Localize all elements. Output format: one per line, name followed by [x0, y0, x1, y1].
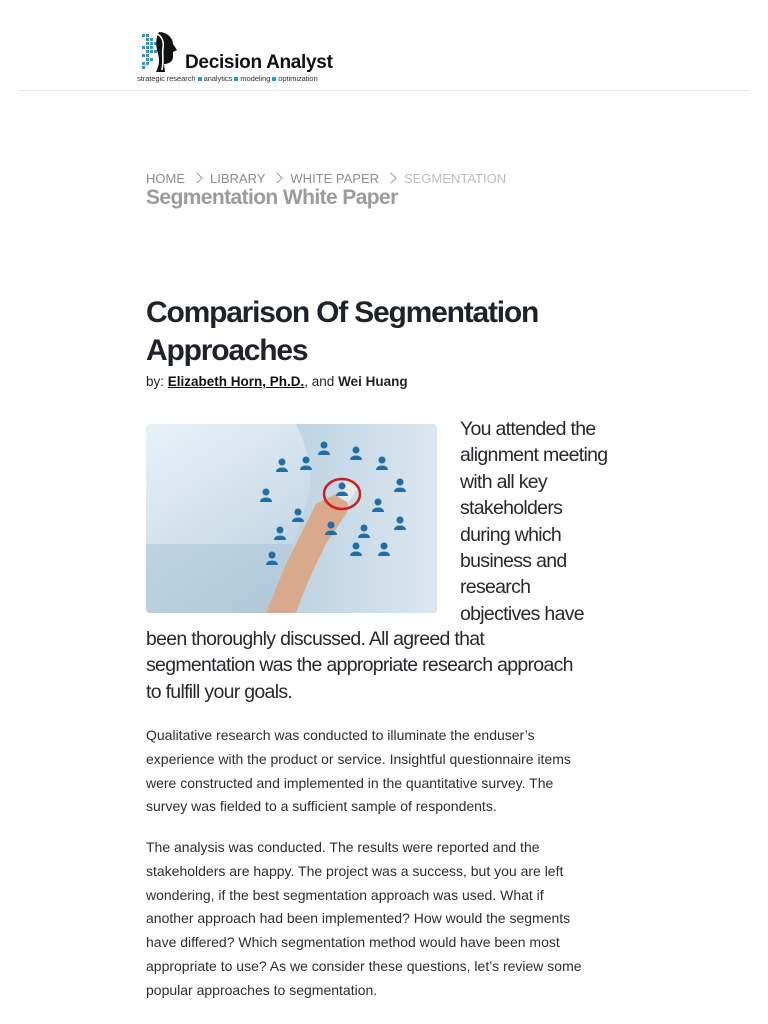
section-title-bold: Segmentation — [146, 186, 278, 209]
author-link-elizabeth-horn[interactable]: Elizabeth Horn, Ph.D. — [167, 374, 305, 389]
author-wei-huang: Wei Huang — [338, 374, 408, 389]
article-title: Comparison Of Segmentation Approaches — [146, 296, 539, 367]
section-title — [146, 186, 398, 210]
site-header — [0, 0, 768, 92]
chevron-right-icon — [272, 172, 283, 183]
lead-paragraph-side: You attended the alignment meeting with all key stakeholders during which business and research objectives have — [460, 418, 608, 625]
lead-paragraph-full: been thoroughly discussed. All agreed that segmentation was the appropriate research approach to fulfill your goals. — [146, 628, 573, 703]
article-image — [146, 424, 437, 613]
breadcrumb-home[interactable]: HOME — [146, 170, 185, 186]
breadcrumb — [146, 169, 506, 187]
logo-mark-icon — [137, 30, 185, 74]
header-divider — [18, 90, 750, 91]
body-paragraph-1: Qualitative research was conducted to illuminate the enduser’s experience with the product or service. Insightful questionnaire items were constructed and implemented in the quantitative survey. The survey was fielded to a sufficient sample of respondents. — [146, 727, 571, 815]
byline — [146, 374, 408, 389]
logo-tagline: strategic research analytics modeling optimization — [137, 74, 318, 83]
chevron-right-icon — [191, 172, 202, 183]
body-paragraph-2: The analysis was conducted. The results were reported and the stakeholders are happy. The project was a success, but you are left wondering, if the best segmentation approach was used. What if another approach had been implemented? How would the segments have differed? Which segmentation method would have been most appropriate to use? As we consider these questions, let’s review some popular approaches to segmentation. — [146, 839, 582, 998]
logo-name: Decision Analyst — [185, 52, 333, 73]
chevron-right-icon — [385, 172, 396, 183]
section-title-rest: White Paper — [282, 186, 398, 209]
breadcrumb-white-paper[interactable]: WHITE PAPER — [290, 170, 380, 186]
byline-joiner: , and — [304, 374, 339, 389]
decision-analyst-logo[interactable] — [137, 30, 337, 86]
breadcrumb-current: SEGMENTATION — [404, 170, 507, 186]
breadcrumb-library[interactable]: LIBRARY — [210, 170, 266, 186]
people-network-illustration — [146, 424, 437, 613]
byline-prefix: by: — [146, 374, 168, 389]
